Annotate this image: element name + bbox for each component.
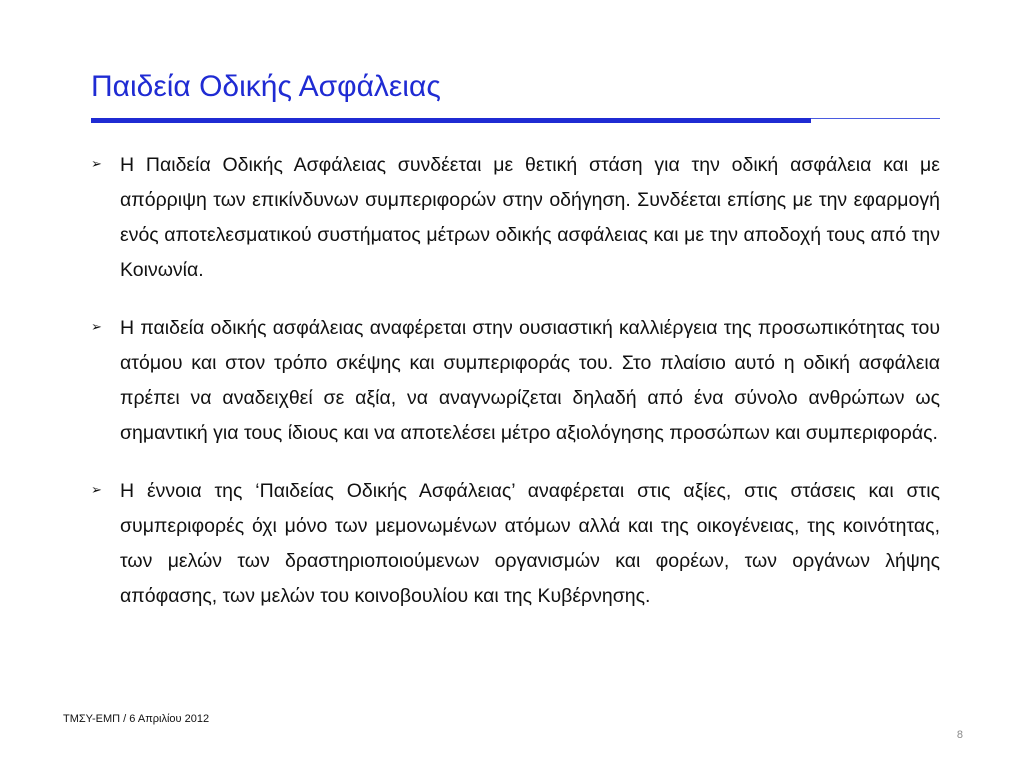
footer-text: ΤΜΣΥ-ΕΜΠ / 6 Απριλίου 2012: [63, 713, 210, 725]
bullet-text: Η έννοια της ‘Παιδείας Οδικής Ασφάλειας’ αναφέρεται στις αξίες, στις στάσεις και στις συμπεριφορές όχι μόνο των μεμονωμένων ατόμων αλλά και της οικογένειας, της κοινότητας, των μελών των δραστηριοποιούμενων οργανισμών και φορέων, των οργάνων λήψης απόφασης, των μελών του κοινοβουλίου και της Κυβέρνησης.: [120, 480, 940, 607]
bullet-list: [91, 148, 940, 637]
arrow-bullet-icon: ➢: [91, 319, 102, 334]
bullet-item: [91, 474, 940, 614]
bullet-item: [91, 148, 940, 288]
bullet-item: [91, 311, 940, 451]
page-number: 8: [956, 729, 963, 741]
bullet-text: Η Παιδεία Οδικής Ασφάλειας συνδέεται με θετική στάση για την οδική ασφάλεια και με απόρριψη των επικίνδυνων συμπεριφορών στην οδήγηση. Συνδέεται επίσης με την εφαρμογή ενός αποτελεσματικού συστήματος μέτρων οδικής ασφάλειας και με την αποδοχή τους από την Κοινωνία.: [120, 154, 940, 281]
slide-title: Παιδεία Οδικής Ασφάλειας: [91, 70, 441, 103]
bullet-text: Η παιδεία οδικής ασφάλειας αναφέρεται στην ουσιαστική καλλιέργεια της προσωπικότητας του ατόμου και στον τρόπο σκέψης και συμπεριφοράς του. Στο πλαίσιο αυτό η οδική ασφάλεια πρέπει να αναδειχθεί σε αξία, να αναγνωρίζεται δηλαδή από ένα σύνολο ανθρώπων ως σημαντική για τους ίδιους και να αποτελέσει μέτρο αξιολόγησης προσώπων και συμπεριφοράς.: [120, 317, 940, 444]
arrow-bullet-icon: ➢: [91, 156, 102, 171]
arrow-bullet-icon: ➢: [91, 482, 102, 497]
title-underline-thin: [811, 118, 940, 119]
title-underline-thick: [91, 118, 811, 123]
